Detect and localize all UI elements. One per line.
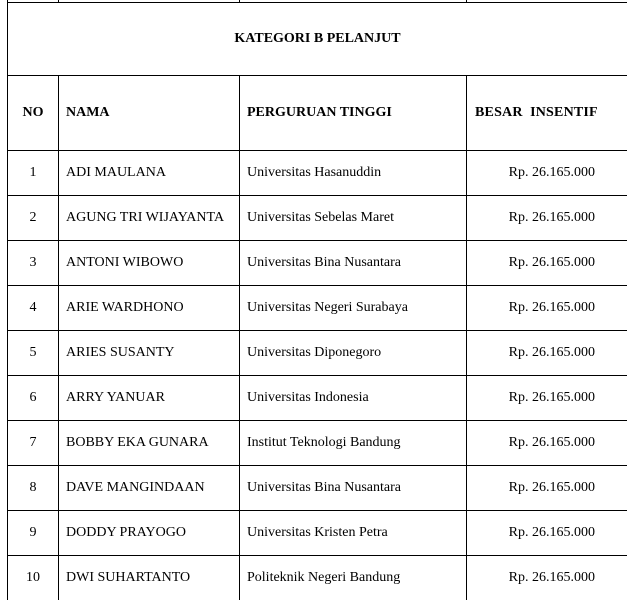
- table-row: [8, 241, 628, 286]
- table-row: [8, 331, 628, 376]
- row-incentive: Rp. 26.165.000: [467, 241, 628, 286]
- row-university: Institut Teknologi Bandung: [240, 421, 467, 466]
- row-university: Universitas Negeri Surabaya: [240, 286, 467, 331]
- row-university: Universitas Kristen Petra: [240, 511, 467, 556]
- table-row: [8, 421, 628, 466]
- row-number: 8: [8, 466, 59, 511]
- row-number: 1: [8, 151, 59, 196]
- table-row: [8, 286, 628, 331]
- document-page: [7, 0, 627, 601]
- row-university: Universitas Indonesia: [240, 376, 467, 421]
- row-number: 5: [8, 331, 59, 376]
- row-name: ARIE WARDHONO: [59, 286, 240, 331]
- row-incentive: Rp. 26.165.000: [467, 556, 628, 601]
- header-row: [8, 76, 628, 151]
- row-number: 6: [8, 376, 59, 421]
- header-incentive: BESAR INSENTIF: [467, 76, 628, 151]
- table-row: [8, 466, 628, 511]
- row-university: Universitas Hasanuddin: [240, 151, 467, 196]
- row-university: Universitas Sebelas Maret: [240, 196, 467, 241]
- table-row: [8, 376, 628, 421]
- row-incentive: Rp. 26.165.000: [467, 331, 628, 376]
- row-name: ARIES SUSANTY: [59, 331, 240, 376]
- row-incentive: Rp. 26.165.000: [467, 151, 628, 196]
- row-name: BOBBY EKA GUNARA: [59, 421, 240, 466]
- row-name: ADI MAULANA: [59, 151, 240, 196]
- category-row: [8, 3, 628, 76]
- table-row: [8, 511, 628, 556]
- incentive-table: [7, 0, 627, 600]
- row-incentive: Rp. 26.165.000: [467, 421, 628, 466]
- row-incentive: Rp. 26.165.000: [467, 376, 628, 421]
- table-row: [8, 556, 628, 601]
- row-number: 10: [8, 556, 59, 601]
- header-name: NAMA: [59, 76, 240, 151]
- row-name: DWI SUHARTANTO: [59, 556, 240, 601]
- row-university: Universitas Diponegoro: [240, 331, 467, 376]
- row-incentive: Rp. 26.165.000: [467, 196, 628, 241]
- category-title: KATEGORI B PELANJUT: [8, 3, 628, 76]
- row-university: Universitas Bina Nusantara: [240, 466, 467, 511]
- row-number: 7: [8, 421, 59, 466]
- header-university: PERGURUAN TINGGI: [240, 76, 467, 151]
- row-name: ARRY YANUAR: [59, 376, 240, 421]
- row-number: 2: [8, 196, 59, 241]
- row-number: 4: [8, 286, 59, 331]
- row-number: 9: [8, 511, 59, 556]
- row-name: DAVE MANGINDAAN: [59, 466, 240, 511]
- table-row: [8, 196, 628, 241]
- header-no: NO: [8, 76, 59, 151]
- row-name: AGUNG TRI WIJAYANTA: [59, 196, 240, 241]
- row-incentive: Rp. 26.165.000: [467, 511, 628, 556]
- row-number: 3: [8, 241, 59, 286]
- table-row: [8, 151, 628, 196]
- row-university: Universitas Bina Nusantara: [240, 241, 467, 286]
- row-university: Politeknik Negeri Bandung: [240, 556, 467, 601]
- row-incentive: Rp. 26.165.000: [467, 286, 628, 331]
- row-name: ANTONI WIBOWO: [59, 241, 240, 286]
- row-name: DODDY PRAYOGO: [59, 511, 240, 556]
- row-incentive: Rp. 26.165.000: [467, 466, 628, 511]
